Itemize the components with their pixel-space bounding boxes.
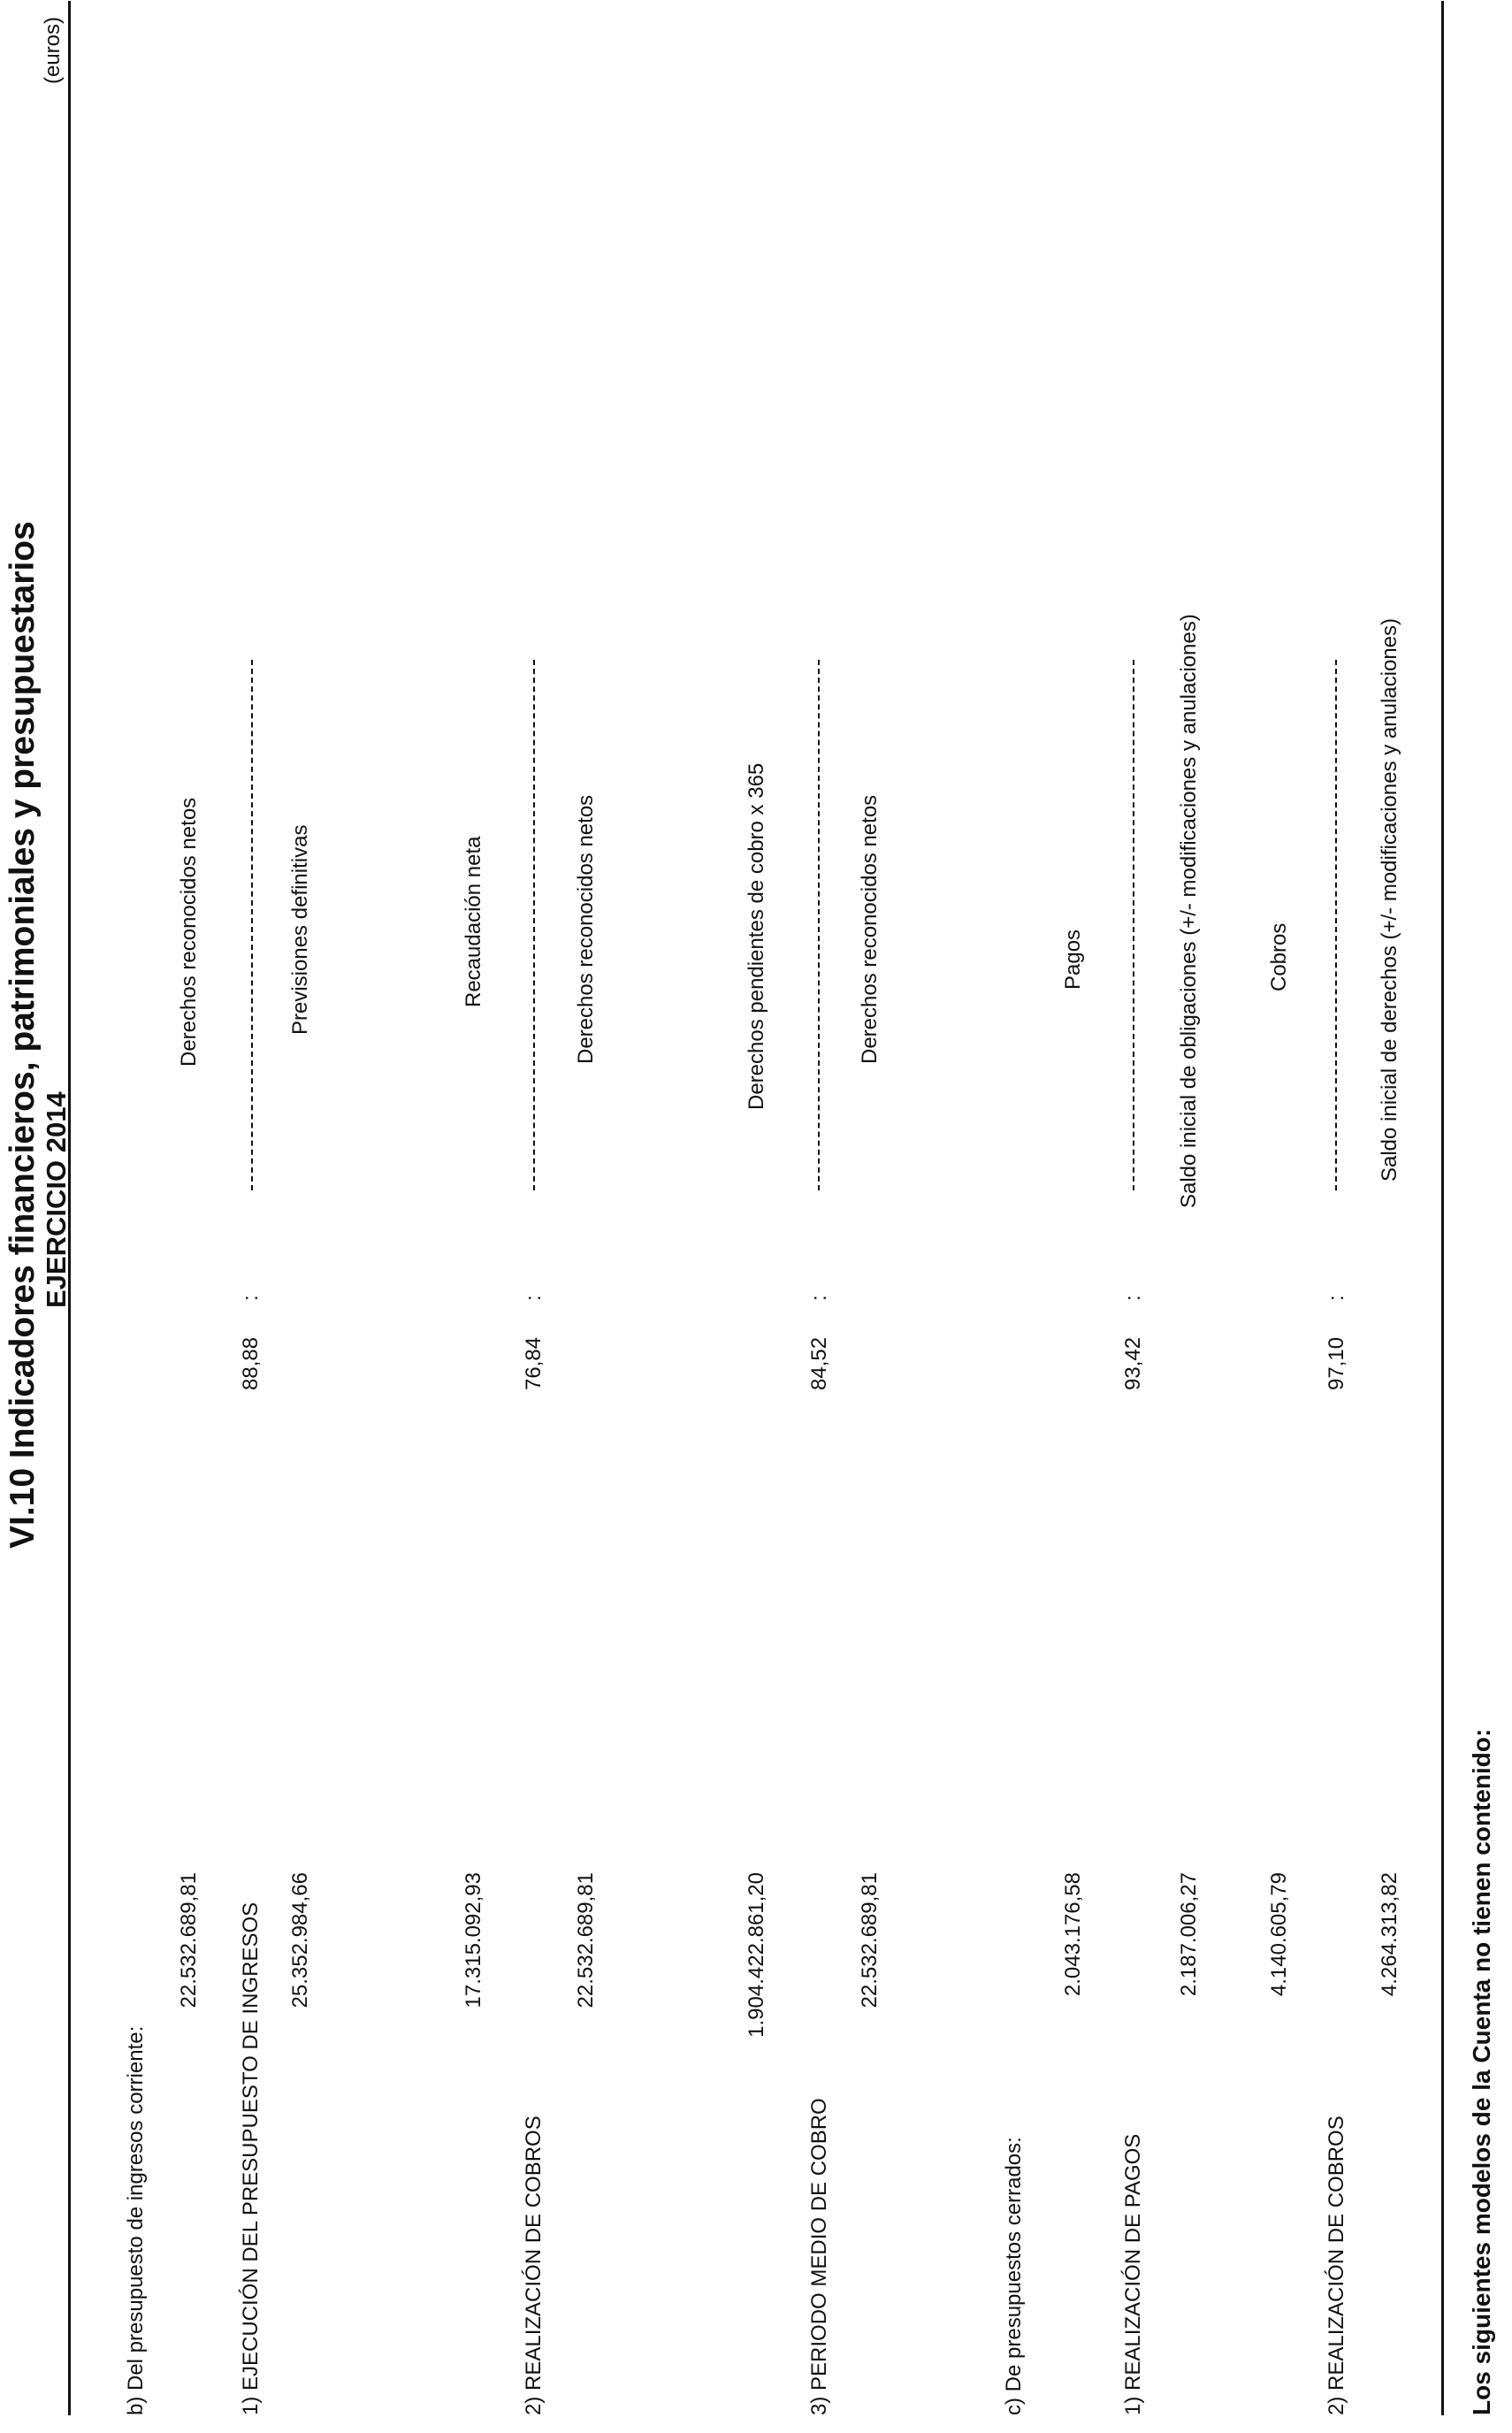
indicator-label: 1) EJECUCIÓN DEL PRESUPUESTO DE INGRESOS	[239, 1901, 263, 2415]
numerator-amount: 4.140.605,79	[1267, 1872, 1291, 1997]
denominator-label: Derechos reconocidos netos	[574, 794, 598, 1064]
denominator-label: Saldo inicial de derechos (+/- modificaciones y anulaciones)	[1378, 617, 1401, 1182]
numerator-amount: 2.043.176,58	[1061, 1872, 1085, 1997]
denominator-label: Saldo inicial de obligaciones (+/- modificaciones y anulaciones)	[1177, 614, 1201, 1208]
indicator-colon: :	[522, 1295, 546, 1301]
denominator-amount: 22.532.689,81	[858, 1872, 882, 2008]
fraction-line	[818, 660, 820, 1190]
indicator-colon: :	[239, 1295, 263, 1301]
fraction-line	[251, 660, 253, 1190]
units-label: (euros)	[41, 16, 65, 84]
denominator-label: Derechos reconocidos netos	[858, 794, 882, 1064]
denominator-amount: 2.187.006,27	[1177, 1872, 1201, 1997]
numerator-label: Recaudación neta	[462, 836, 485, 1007]
indicator-value: 93,42	[1121, 1336, 1145, 1390]
section-c-heading: c) De presupuestos cerrados:	[1002, 2137, 1026, 2415]
section-b-heading: b) Del presupuesto de ingresos corriente:	[124, 2025, 148, 2415]
denominator-amount: 25.352.984,66	[288, 1872, 312, 2008]
footer-note: Los siguientes modelos de la Cuenta no tienen contenido:	[1468, 1728, 1495, 2415]
numerator-amount: 22.532.689,81	[177, 1872, 201, 2008]
numerator-amount: 1.904.422.861,20	[745, 1872, 768, 2038]
page-subtitle: EJERCICIO 2014	[41, 1091, 72, 1308]
denominator-label: Previsiones definitivas	[288, 824, 312, 1035]
indicator-colon: :	[1121, 1295, 1145, 1301]
indicator-colon: :	[1325, 1295, 1348, 1301]
indicator-label: 3) PERIODO MEDIO DE COBRO	[807, 2098, 831, 2415]
indicator-label: 1) REALIZACIÓN DE PAGOS	[1121, 2133, 1145, 2415]
indicator-value: 76,84	[522, 1336, 546, 1390]
numerator-label: Cobros	[1267, 922, 1291, 991]
numerator-amount: 17.315.092,93	[462, 1872, 485, 2008]
indicator-value: 97,10	[1325, 1336, 1348, 1390]
indicator-value: 84,52	[807, 1336, 831, 1390]
denominator-amount: 4.264.313,82	[1378, 1872, 1401, 1997]
fraction-line	[533, 660, 535, 1190]
indicator-label: 2) REALIZACIÓN DE COBROS	[1325, 2115, 1348, 2415]
header-rule	[68, 1, 71, 2415]
page-title: VI.10 Indicadores financieros, patrimoniales y presupuestarios	[4, 521, 42, 1549]
indicator-value: 88,88	[239, 1336, 263, 1390]
fraction-line	[1133, 660, 1134, 1190]
numerator-label: Derechos pendientes de cobro x 365	[745, 762, 768, 1110]
numerator-label: Derechos reconocidos netos	[177, 797, 201, 1067]
denominator-amount: 22.532.689,81	[574, 1872, 598, 2008]
footer-rule	[1441, 1, 1444, 2415]
indicator-label: 2) REALIZACIÓN DE COBROS	[522, 2115, 546, 2415]
fraction-line	[1335, 660, 1337, 1190]
numerator-label: Pagos	[1061, 929, 1085, 990]
indicator-colon: :	[807, 1295, 831, 1301]
